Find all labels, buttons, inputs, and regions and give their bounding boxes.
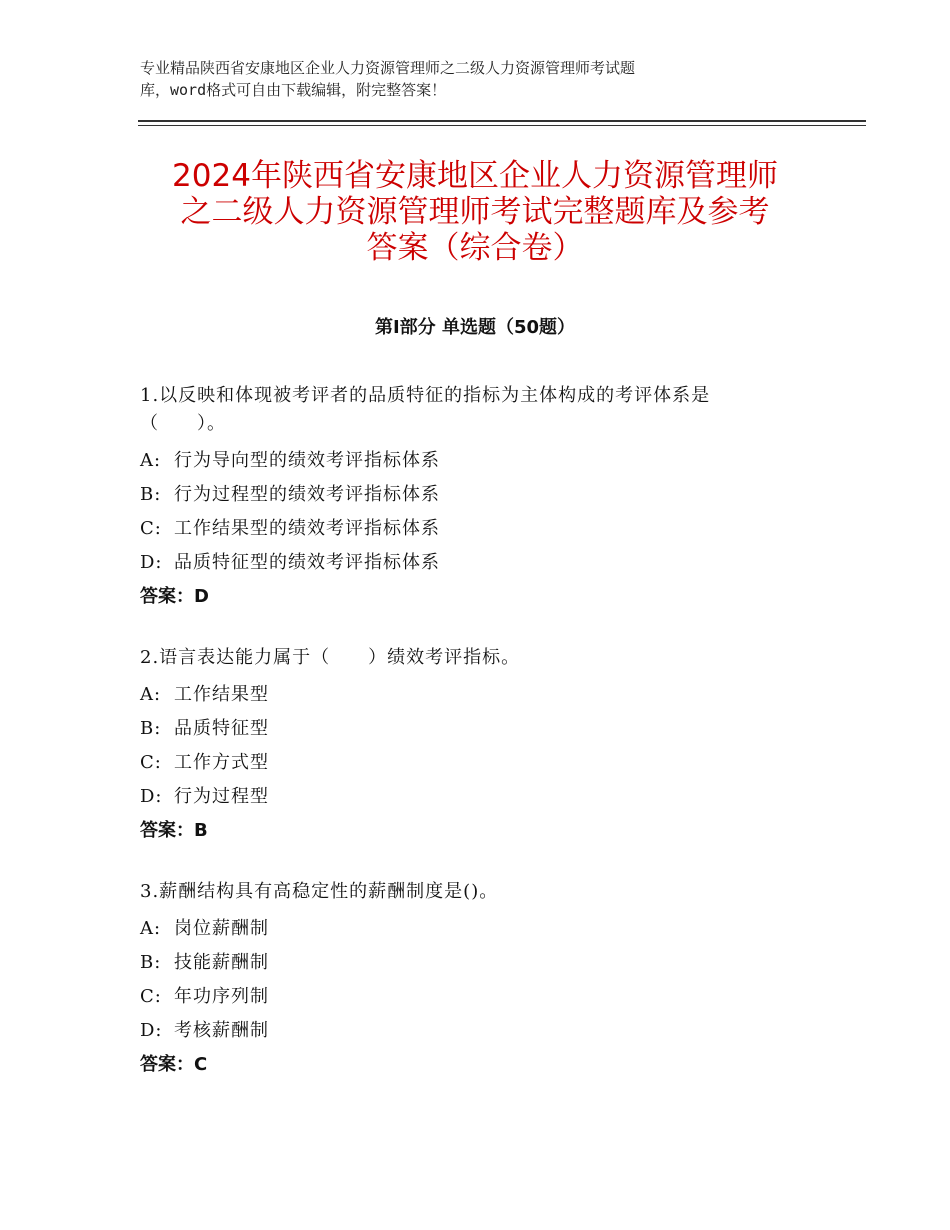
option-text: 岗位薪酬制 xyxy=(174,918,269,939)
option-text: 行为过程型的绩效考评指标体系 xyxy=(174,484,440,505)
option-d xyxy=(140,1014,820,1048)
option-a xyxy=(140,444,820,478)
option-text: 品质特征型 xyxy=(174,718,269,739)
option-letter: A: xyxy=(140,918,162,939)
option-letter: A: xyxy=(140,450,162,471)
question-text xyxy=(140,382,820,438)
document-title xyxy=(120,158,830,266)
section-heading: 第Ⅰ部分 单选题（50题） xyxy=(374,317,575,338)
question-1 xyxy=(140,382,820,614)
option-text: 工作结果型 xyxy=(174,684,269,705)
document-title-line-1: 2024年陕西省安康地区企业人力资源管理师 xyxy=(172,158,778,194)
question-3 xyxy=(140,878,820,1082)
option-letter: C: xyxy=(140,752,162,773)
document-title-line-2: 之二级人力资源管理师考试完整题库及参考 xyxy=(180,194,770,230)
option-text: 工作方式型 xyxy=(174,752,269,773)
option-b xyxy=(140,478,820,512)
option-c xyxy=(140,746,820,780)
question-text xyxy=(140,644,820,672)
option-text: 技能薪酬制 xyxy=(174,952,269,973)
option-a xyxy=(140,912,820,946)
question-text xyxy=(140,878,820,906)
option-text: 品质特征型的绩效考评指标体系 xyxy=(174,552,440,573)
question-text-line: 2.语言表达能力属于（ ）绩效考评指标。 xyxy=(140,647,521,668)
option-text: 行为过程型 xyxy=(174,786,269,807)
option-text: 考核薪酬制 xyxy=(174,1020,269,1041)
option-letter: A: xyxy=(140,684,162,705)
header-note xyxy=(140,57,840,101)
option-b xyxy=(140,946,820,980)
document-title-line-3: 答案（综合卷） xyxy=(366,230,584,266)
option-d xyxy=(140,546,820,580)
option-c xyxy=(140,512,820,546)
header-note-line-1: 专业精品陕西省安康地区企业人力资源管理师之二级人力资源管理师考试题 xyxy=(140,59,636,77)
option-letter: B: xyxy=(140,484,162,505)
question-text-line: 3.薪酬结构具有高稳定性的薪酬制度是()。 xyxy=(140,881,499,902)
question-2 xyxy=(140,644,820,848)
option-letter: D: xyxy=(140,1020,163,1041)
option-a xyxy=(140,678,820,712)
option-b xyxy=(140,712,820,746)
option-d xyxy=(140,780,820,814)
option-text: 年功序列制 xyxy=(174,986,269,1007)
question-text-line: （ ）。 xyxy=(140,413,226,434)
question-list xyxy=(140,382,820,1112)
header-divider-thick xyxy=(138,120,866,122)
option-letter: C: xyxy=(140,986,162,1007)
answer: 答案：B xyxy=(140,820,208,841)
option-letter: B: xyxy=(140,952,162,973)
option-letter: C: xyxy=(140,518,162,539)
option-letter: D: xyxy=(140,786,163,807)
header-note-line-2: 库，word格式可自由下载编辑，附完整答案！ xyxy=(140,81,447,99)
header-divider-thin xyxy=(138,125,866,126)
option-letter: D: xyxy=(140,552,163,573)
answer: 答案：C xyxy=(140,1054,208,1075)
answer: 答案：D xyxy=(140,586,209,607)
option-text: 工作结果型的绩效考评指标体系 xyxy=(174,518,440,539)
option-c xyxy=(140,980,820,1014)
question-text-line: 1.以反映和体现被考评者的品质特征的指标为主体构成的考评体系是 xyxy=(140,385,711,406)
option-letter: B: xyxy=(140,718,162,739)
option-text: 行为导向型的绩效考评指标体系 xyxy=(174,450,440,471)
